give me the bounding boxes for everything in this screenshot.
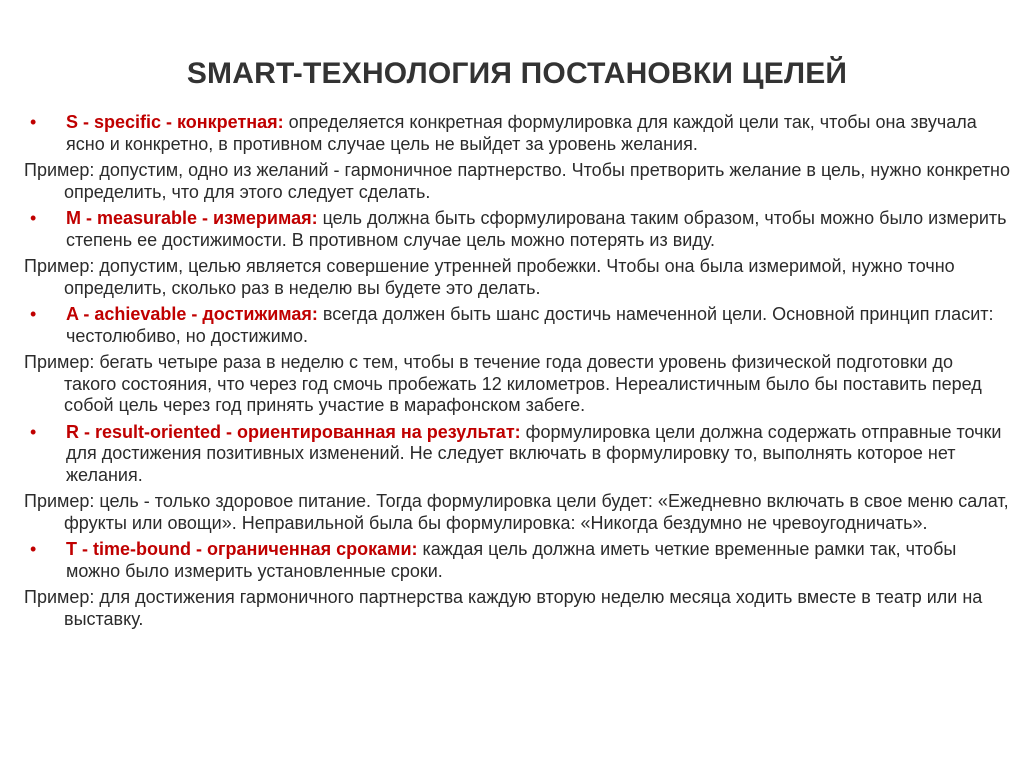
bullet-dot: • xyxy=(30,112,37,132)
example-specific: Пример: допустим, одно из желаний - гармоничное партнерство. Чтобы претворить желание в цель, нужно конкретно определить, что для этого следует сделать. xyxy=(24,160,1011,202)
example-result-oriented: Пример: цель - только здоровое питание. Тогда формулировка цели будет: «Ежедневно включать в свое меню салат, фрукты или овощи». Неправильной была бы формулировка: «Никогда бездумно не чревоугодничать». xyxy=(24,491,1009,533)
bullet-dot: • xyxy=(30,304,37,324)
bullet-dot: • xyxy=(30,539,37,559)
definition-achievable: всегда должен быть шанс достичь намеченной цели. Основной принцип гласит: честолюбиво, но достижимо. xyxy=(66,304,994,346)
definition-specific: определяется конкретная формулировка для каждой цели так, чтобы она звучала ясно и конкретно, в противном случае цель не выйдет за уровень желания. xyxy=(66,112,977,154)
example-time-bound: Пример: для достижения гармоничного партнерства каждую вторую неделю месяца ходить вместе в театр или на выставку. xyxy=(24,587,983,629)
definition-time-bound: каждая цель должна иметь четкие временные рамки так, чтобы можно было измерить установленные сроки. xyxy=(66,539,957,581)
bullet-time-bound xyxy=(24,539,1010,582)
example-achievable: Пример: бегать четыре раза в неделю с тем, чтобы в течение года довести уровень физической подготовки до такого состояния, что через год смочь пробежать 12 километров. Нереалистичным было бы поставить перед собой цель через год принять участие в марафонском забеге. xyxy=(24,352,982,415)
term-achievable: A - achievable - достижимая: xyxy=(66,304,318,324)
bullet-measurable xyxy=(24,208,1010,251)
term-measurable: M - measurable - измеримая: xyxy=(66,208,318,228)
term-time-bound: T - time-bound - ограниченная сроками: xyxy=(66,539,418,559)
bullet-dot: • xyxy=(30,421,37,442)
bullet-specific xyxy=(24,112,1010,155)
bullet-result-oriented xyxy=(24,422,1010,487)
definition-measurable: цель должна быть сформулирована таким образом, чтобы можно было измерить степень ее достижимости. В противном случае цель можно потерять из виду. xyxy=(66,208,1007,250)
bullet-dot: • xyxy=(30,208,37,228)
term-specific: S - specific - конкретная: xyxy=(66,112,284,132)
term-result-oriented: R - result-oriented - ориентированная на результат: xyxy=(66,421,521,442)
example-measurable: Пример: допустим, целью является совершение утренней пробежки. Чтобы она была измеримой, нужно точно определить, сколько раз в неделю вы будете это делать. xyxy=(24,256,955,298)
content xyxy=(24,112,1010,630)
definition-result-oriented: формулировка цели должна содержать отправные точки для достижения позитивных изменений. Не следует включать в формулировку то, выполнять которое нет желания. xyxy=(66,421,1002,485)
bullet-achievable xyxy=(24,304,1010,347)
page-title: SMART-ТЕХНОЛОГИЯ ПОСТАНОВКИ ЦЕЛЕЙ xyxy=(186,57,848,90)
